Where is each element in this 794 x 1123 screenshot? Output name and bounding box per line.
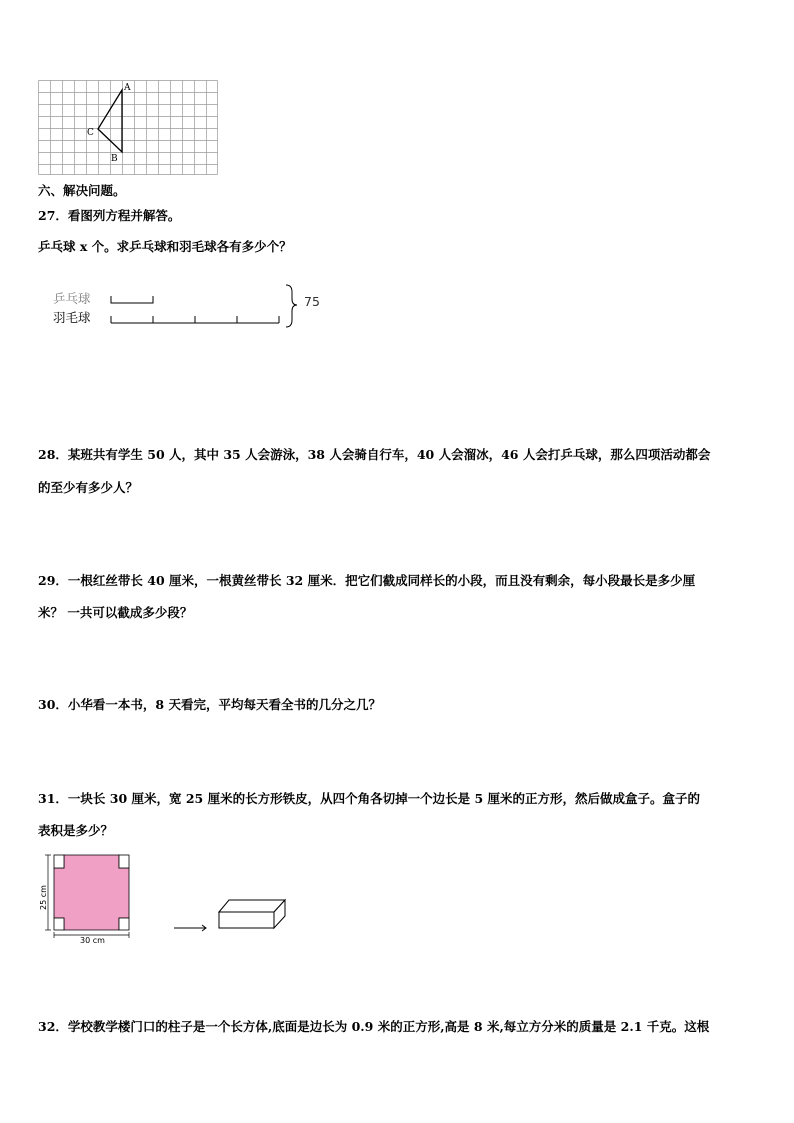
tape-total: 75 <box>304 294 320 309</box>
label-c: C <box>87 128 94 138</box>
q31-line1: 31．一块长 30 厘米，宽 25 厘米的长方形铁皮，从四个角各切掉一个边长是 5 厘米的正方形，然后做成盒子。盒子的 <box>38 791 700 806</box>
triangle-abc <box>98 90 122 152</box>
corner-square-tl <box>54 855 64 868</box>
tape-row-1 <box>111 296 153 303</box>
box-3d <box>219 900 285 928</box>
box-net-figure <box>36 848 296 946</box>
height-label: 25 cm <box>39 885 48 910</box>
tape-row-2 <box>111 316 279 323</box>
tape-brace <box>286 285 297 327</box>
q29-line2: 米？ 一共可以截成多少段？ <box>38 605 193 620</box>
corner-square-tr <box>119 855 129 868</box>
label-b: B <box>111 154 118 164</box>
q32-line1: 32．学校教学楼门口的柱子是一个长方体,底面是边长为 0.9 米的正方形,高是 8 米,每立方分米的质量是 2.1 千克。这根 <box>38 1019 710 1034</box>
q28-line1: 28．某班共有学生 50 人，其中 35 人会游泳，38 人会骑自行车，40 人会溜冰，46 人会打乒乓球，那么四项活动都会 <box>38 447 711 462</box>
label-a: A <box>124 83 131 93</box>
q30-line1: 30．小华看一本书，8 天看完，平均每天看全书的几分之几？ <box>38 697 381 712</box>
grid-lines <box>39 81 218 175</box>
q31-line2: 表积是多少？ <box>38 823 114 838</box>
section-title: 六、解决问题。 <box>38 183 126 198</box>
tape-label-badminton: 羽毛球 <box>53 310 91 325</box>
net-shape <box>54 855 129 930</box>
corner-square-bl <box>54 918 64 930</box>
q29-line1: 29．一根红丝带长 40 厘米，一根黄丝带长 32 厘米．把它们截成同样长的小段，而且没有剩余，每小段最长是多少厘 <box>38 573 696 588</box>
tape-diagram <box>50 284 330 330</box>
q27-heading: 27．看图列方程并解答。 <box>38 208 181 223</box>
arrow-icon <box>174 925 206 931</box>
tape-label-pingpong: 乒乓球 <box>53 291 91 306</box>
width-label: 30 cm <box>80 936 105 945</box>
corner-square-br <box>119 918 129 930</box>
grid-triangle-figure <box>38 80 220 176</box>
q27-text: 乒乓球 x 个。求乒乓球和羽毛球各有多少个？ <box>38 239 292 254</box>
q28-line2: 的至少有多少人？ <box>38 480 139 495</box>
